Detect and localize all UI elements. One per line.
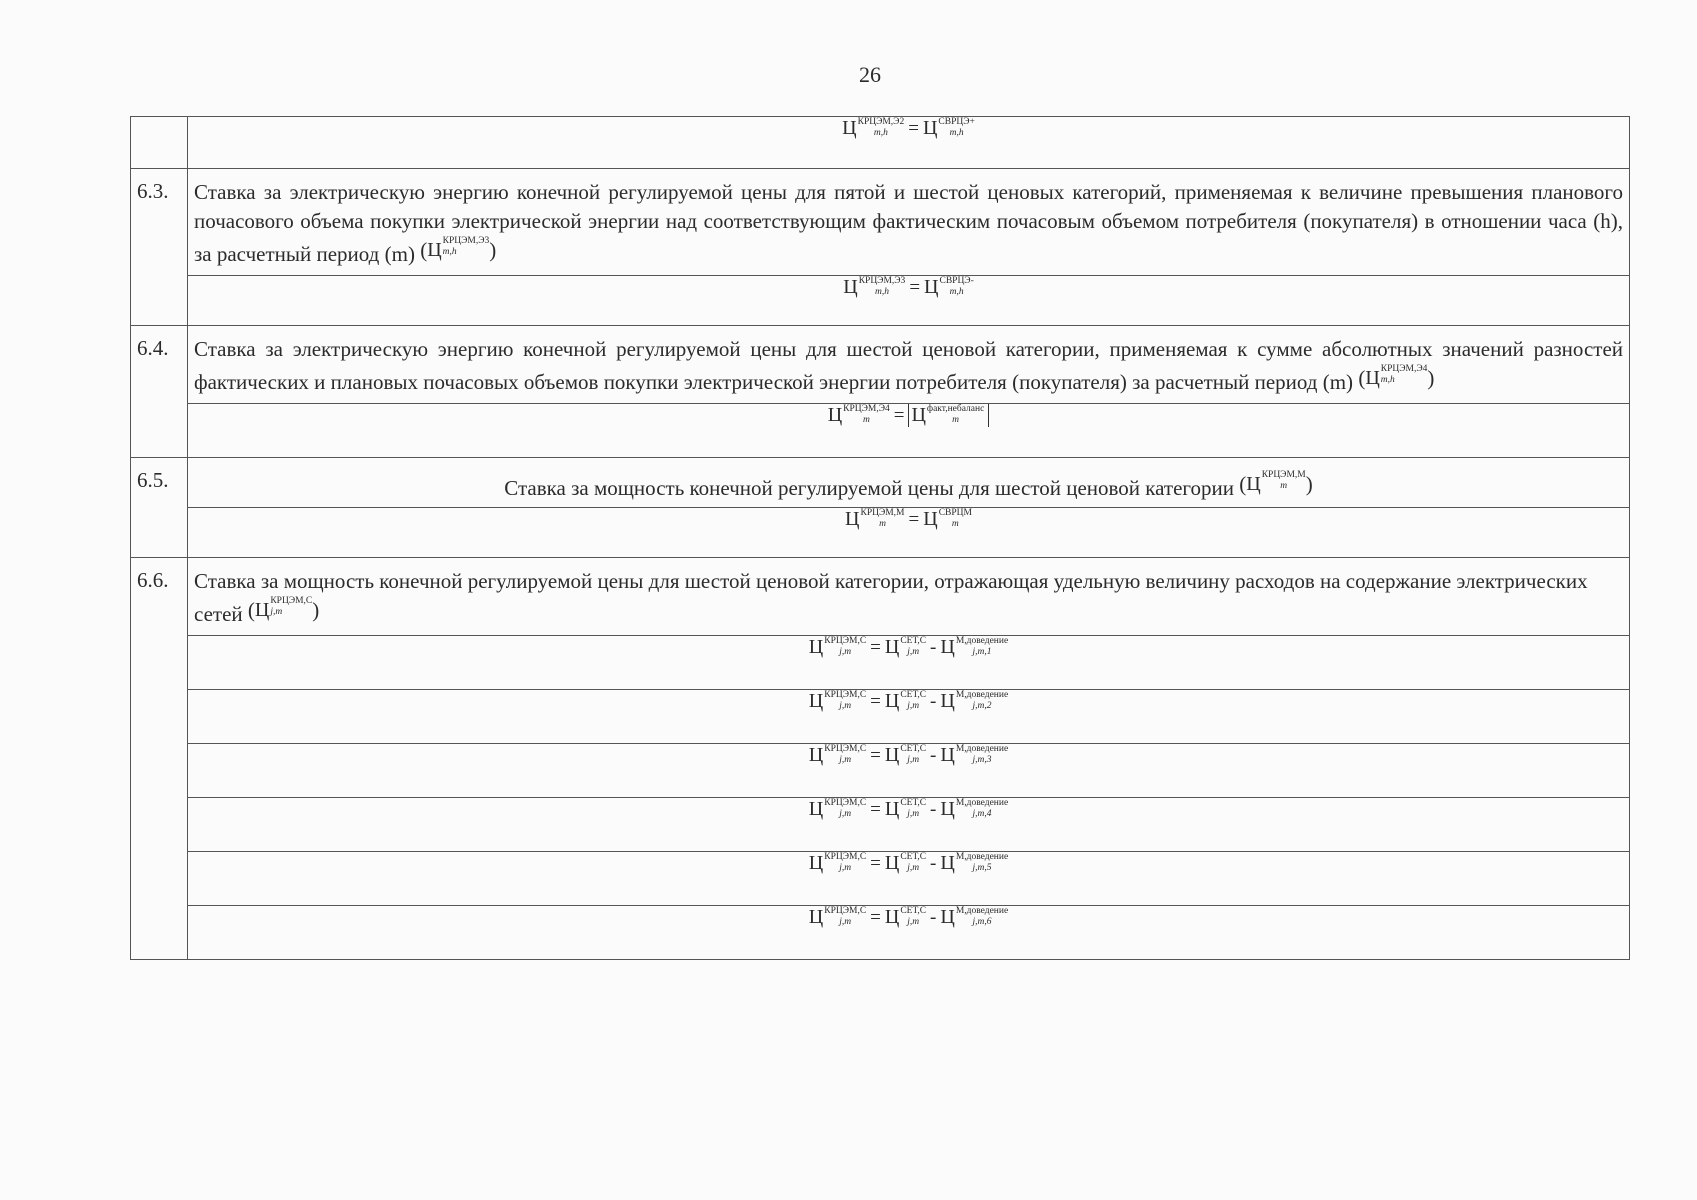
price-symbol: Ц КРЦЭМ,С j,m [808,690,867,712]
price-symbol: Ц М,доведение j,m,1 [940,636,1009,658]
rate-description: Ставка за мощность конечной регулируемой цены для шестой ценовой категории, отражающая удельную величину расходов на содержание электрических сетей ( Ц КРЦЭМ,С j,m ) [188,558,1630,636]
formula-cell [188,276,1630,326]
formula [809,636,1008,659]
table-row [131,744,1630,798]
table-row [131,326,1630,404]
equals-sign: = [909,276,921,298]
table-row [131,906,1630,960]
price-symbol: Ц КРЦЭМ,Э3 m,h [843,276,906,298]
equals-sign: = [870,906,881,928]
table-row [131,636,1630,690]
price-symbol: Ц СЕТ,С j,m [884,852,927,874]
table-row [131,117,1630,169]
formula [809,798,1008,821]
price-symbol: Ц КРЦЭМ,Э2 m,h [842,117,905,139]
equals-sign: = [870,798,881,820]
price-symbol: Ц КРЦЭМ,С j,m [808,636,867,658]
formula-cell [188,852,1630,906]
price-symbol: Ц КРЦЭМ,С j,m [808,906,867,928]
row-number: 6.6. [131,558,188,960]
price-symbol: Ц КРЦЭМ,С j,m [808,798,867,820]
price-symbol: Ц М,доведение j,m,5 [940,852,1009,874]
equals-sign: = [870,636,881,658]
price-symbol: Ц СЕТ,С j,m [884,636,927,658]
row-number: 6.3. [131,169,188,326]
equals-sign: = [870,852,881,874]
rate-symbol: ( Ц КРЦЭМ,С j,m ) [247,596,320,622]
formula-cell [188,798,1630,852]
formula [809,690,1008,713]
formula [845,508,972,531]
price-symbol: Ц КРЦЭМ,С j,m [808,852,867,874]
formula [809,906,1008,929]
table-row [131,276,1630,326]
equals-sign: = [870,690,881,712]
minus-sign: - [930,798,937,820]
formula-cell [188,636,1630,690]
price-symbol: Ц М,доведение j,m,2 [940,690,1009,712]
absolute-value: Ц факт,небаланс m [908,404,989,427]
price-symbol: Ц СЕТ,С j,m [884,690,927,712]
rate-description: Ставка за электрическую энергию конечной регулируемой цены для пятой и шестой ценовых категорий, применяемая к величине превышения планового почасового объема покупки электрической энергии над соответствующим фактическим почасовым объемом потребителя (покупателя) в отношении часа (h), за расчетный период (m) ( Ц КРЦЭМ,Э3 m,h ) [188,169,1630,276]
table-row [131,690,1630,744]
price-symbol: Ц СВРЦМ m [923,508,972,530]
price-symbol: Ц КРЦЭМ,М m [845,508,905,530]
table-row [131,508,1630,558]
formula [809,852,1008,875]
table-row [131,852,1630,906]
formula [842,117,975,140]
minus-sign: - [930,906,937,928]
formula-cell [188,906,1630,960]
minus-sign: - [930,852,937,874]
tariff-table [130,116,1630,960]
minus-sign: - [930,690,937,712]
formula-cell [188,690,1630,744]
formula-cell [188,744,1630,798]
rate-symbol: ( Ц КРЦЭМ,Э3 m,h ) [420,236,497,262]
price-symbol: Ц СЕТ,С j,m [884,744,927,766]
price-symbol: Ц М,доведение j,m,6 [940,906,1009,928]
price-symbol: Ц КРЦЭМ,Э4 m [827,404,890,426]
table-row [131,798,1630,852]
rate-description: Ставка за электрическую энергию конечной регулируемой цены для шестой ценовой категории, применяемая к сумме абсолютных значений разностей фактических и плановых почасовых объемов покупки электрической энергии потребителя (покупателя) за расчетный период (m) ( Ц КРЦЭМ,Э4 m,h ) [188,326,1630,404]
formula [828,404,990,427]
equals-sign: = [893,404,905,426]
rate-symbol: ( Ц КРЦЭМ,Э4 m,h ) [1358,364,1435,390]
row-number-cell [131,117,188,169]
price-symbol: Ц СВРЦЭ+ m,h [922,117,975,139]
page-number: 26 [859,62,881,87]
price-symbol: Ц М,доведение j,m,3 [940,744,1009,766]
formula-cell [188,117,1630,169]
minus-sign: - [930,744,937,766]
price-symbol: Ц СЕТ,С j,m [884,798,927,820]
price-symbol: Ц КРЦЭМ,С j,m [808,744,867,766]
equals-sign: = [908,508,920,530]
price-symbol: Ц СЕТ,С j,m [884,906,927,928]
price-symbol: Ц СВРЦЭ- m,h [924,276,974,298]
equals-sign: = [870,744,881,766]
row-number: 6.5. [131,458,188,558]
formula-cell [188,508,1630,558]
formula [843,276,974,299]
rate-description: Ставка за мощность конечной регулируемой цены для шестой ценовой категории ( Ц КРЦЭМ,М m ) [188,458,1630,508]
formula [809,744,1008,767]
equals-sign: = [908,117,919,139]
table-row [131,404,1630,458]
row-number: 6.4. [131,326,188,458]
price-symbol: Ц М,доведение j,m,4 [940,798,1009,820]
table-row [131,558,1630,636]
table-row [131,169,1630,276]
minus-sign: - [930,636,937,658]
formula-cell [188,404,1630,458]
table-row [131,458,1630,508]
rate-symbol: ( Ц КРЦЭМ,М m ) [1239,470,1313,496]
